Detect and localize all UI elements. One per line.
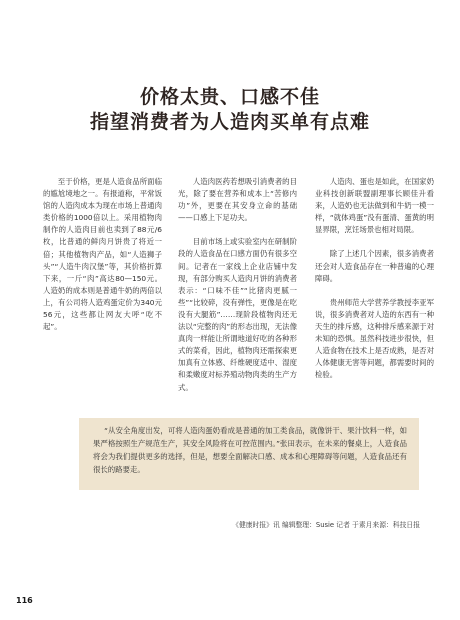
- article-body: [43, 176, 437, 404]
- paragraph: 人造肉医药若想吸引消费者的目光，除了要在营养和成本上“苦修内功”外，更要在其安身立命的基础——口感上下足功夫。: [178, 177, 297, 223]
- paragraph: 人造肉、蛋也是如此，在国家奶业科技创新联盟副理事长顾佳升看来，人造奶也无法做到和牛奶一模一样，“就体鸡蛋”没有蛋清、蛋黄的明显界限，烹饪场景也相对局限。: [315, 177, 434, 235]
- source-credit: 《健康时报》讯 编辑整理：Susie 记者 于素月来源：科技日报: [232, 521, 420, 529]
- paragraph: 目前市场上或实验室内在研制阶段的人造食品在口感方面仍有很多空间。记者在一家线上企业店铺中发现，有部分购买人造肉月饼的消费者表示：“口味不佳”“比猪肉更腻一些”“比较碎，没有弹性，更像是在吃没有大腿筋”……现阶段植物肉还无法以“完整的肉”的形态出现，无法像真肉一样能让所谓地道好吃的各种形式的菜肴，因此，植物肉还需探索更加真有立体感、纤维硬度适中、湿度和柔嫩度对标养殖动物肉类的生产方式。: [178, 237, 297, 392]
- quote-text: “从安全角度出发，可将人造肉蛋奶看成是普通的加工类食品，就像饼干、果汁饮料一样，如果严格按照生产规范生产，其安全风险将在可控范围内。”张田表示，在未来的餐桌上，人造食品将会为我们提供更多的选择，但是，想要全面解决口感、成本和心理障碍等问题，人造食品还有很长的路要走。: [93, 426, 407, 474]
- page-number: 116: [16, 596, 33, 605]
- headline-line-2: 指望消费者为人造肉买单有点难: [89, 111, 370, 133]
- paragraph: 除了上述几个因素，很多消费者还会对人造食品存在一种普遍的心理障碍。: [315, 249, 434, 283]
- article-column-1: [43, 176, 162, 333]
- headline: [60, 85, 400, 135]
- quote-box: [79, 418, 419, 490]
- headline-line-1: 价格太贵、口感不佳: [139, 86, 320, 108]
- paragraph: 至于价格，更是人造食品所面临的尴尬境地之一。有报道称，平常饭馆的人造肉成本为现在市场上普通肉类价格的1000倍以上。采用植物肉制作的人造肉目前也卖到了88元/6枚，比普通的鲜肉月饼贵了将近一倍；其他植物肉产品，如“人造狮子头”“人造牛肉汉堡”等，其价格折算下来，一斤“肉”高达80—150元。人造奶的成本则是普通牛奶的两倍以上，有公司将人造鸡蛋定价为340元56元，这些都让网友大呼“吃不起”。: [43, 177, 162, 332]
- article-column-2: [178, 176, 297, 394]
- paragraph: 贵州师范大学营养学教授李亚军说，很多消费者对人造的东西有一种天生的排斥感，这种排斥感来源于对未知的恐惧。虽然科技进步很快，但人造食物在技术上是否成熟，是否对人体健康无害等问题，都需要时间的检验。: [315, 297, 434, 380]
- article-column-3: [315, 176, 434, 381]
